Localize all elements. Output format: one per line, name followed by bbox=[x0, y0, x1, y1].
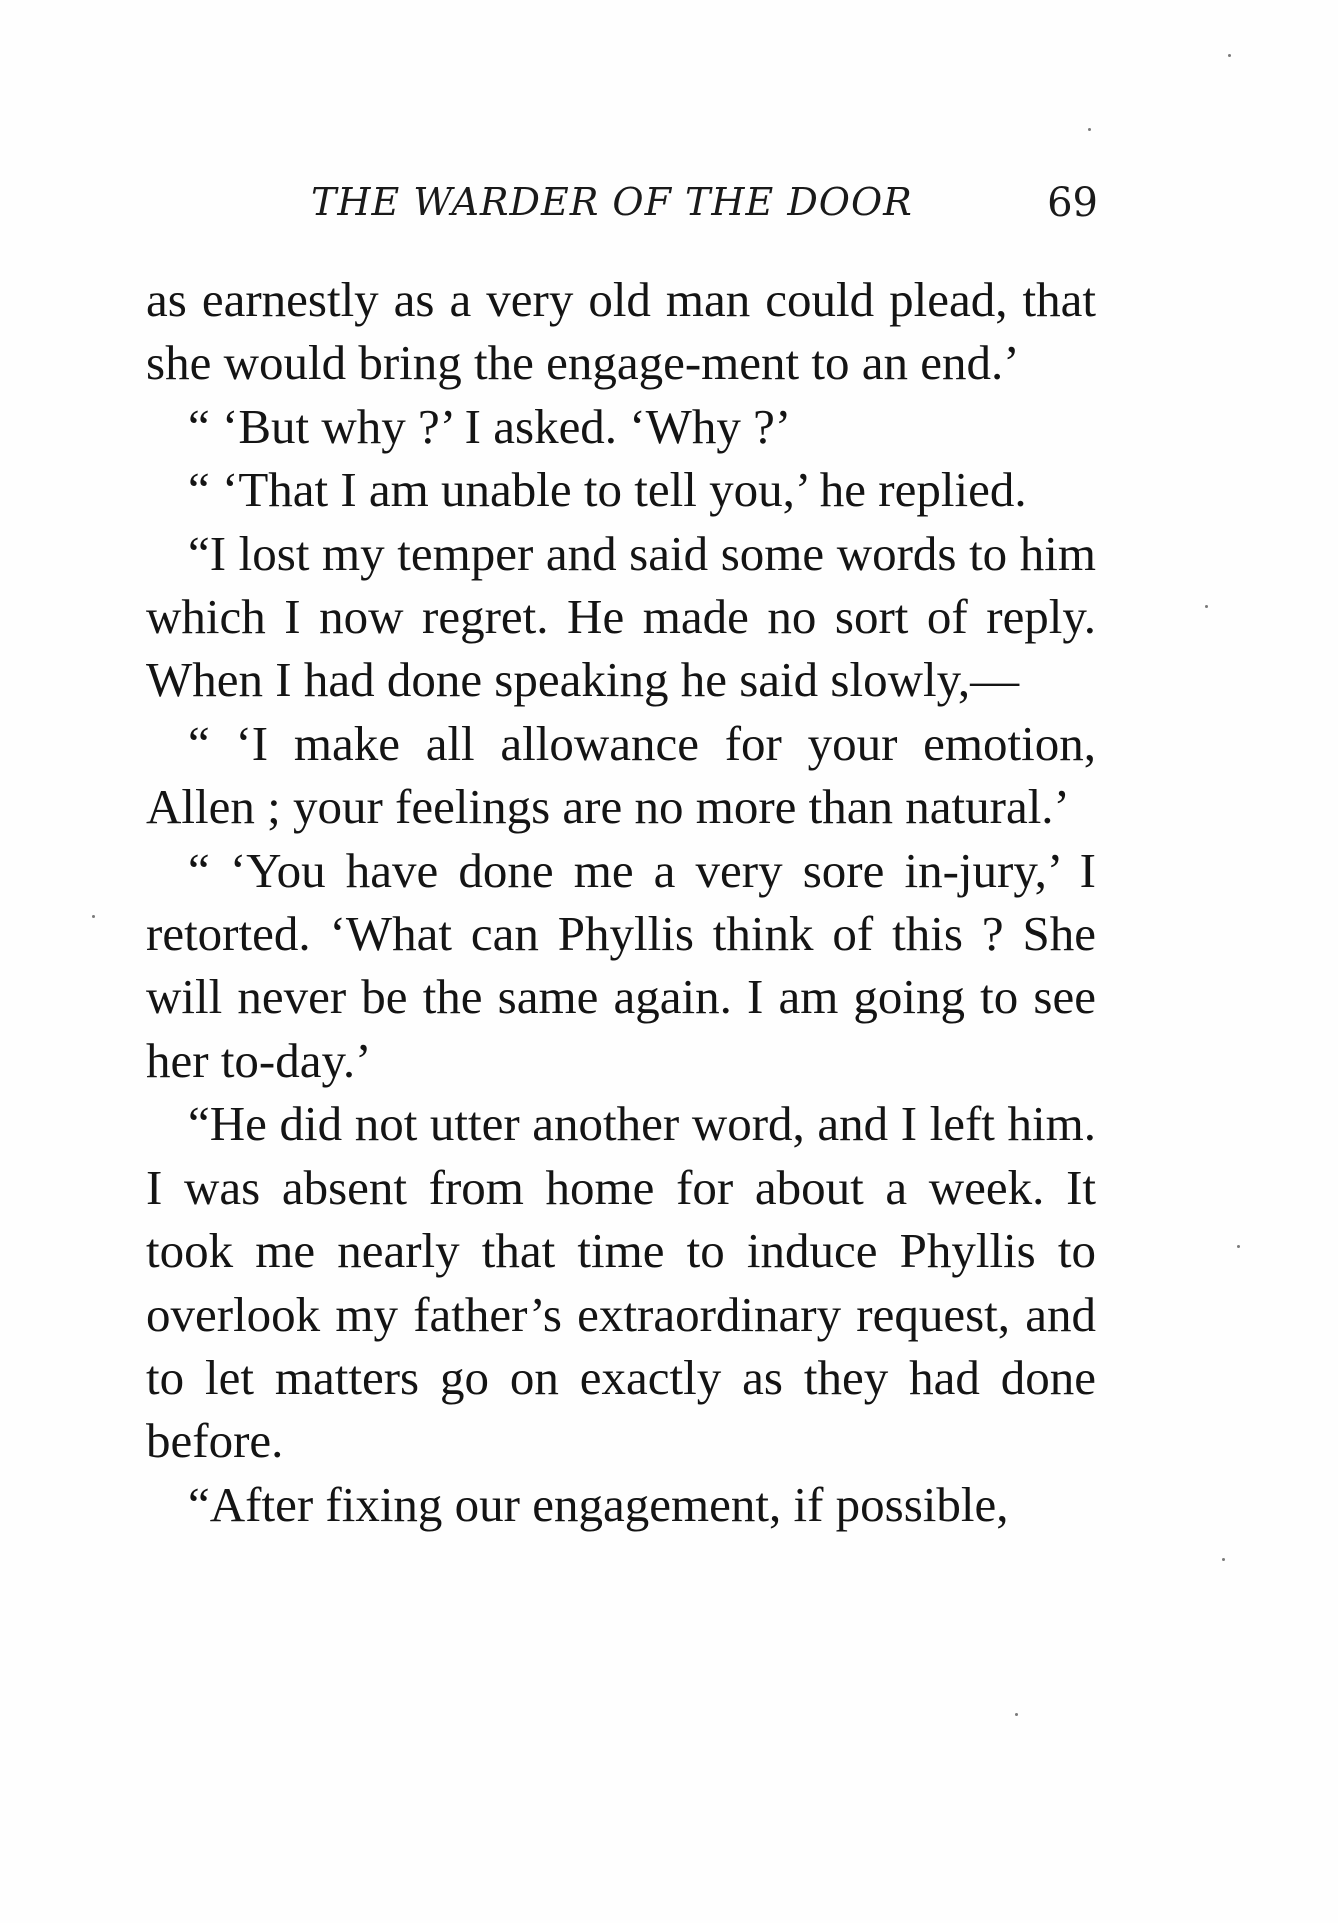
body-text bbox=[146, 268, 1096, 1536]
paper-speck bbox=[1015, 1713, 1018, 1716]
paper-speck bbox=[1222, 1558, 1225, 1561]
paper-speck bbox=[92, 915, 95, 918]
running-header bbox=[148, 180, 1098, 236]
paragraph: as earnestly as a very old man could plead, that she would bring the engage-ment to an end.’ bbox=[146, 272, 1096, 391]
paragraph: “ ‘You have done me a very sore in-jury,’ I retorted. ‘What can Phyllis think of this ? She will never be the same again. I am going to see her to-day.’ bbox=[146, 842, 1096, 1088]
paragraph: “I lost my temper and said some words to him which I now regret. He made no sort of reply. When I had done speaking he said slowly,— bbox=[146, 525, 1096, 708]
paper-speck bbox=[1237, 1245, 1240, 1248]
paragraph: “ ‘But why ?’ I asked. ‘Why ?’ bbox=[188, 398, 792, 454]
paragraph: “ ‘That I am unable to tell you,’ he replied. bbox=[188, 462, 1027, 518]
paragraph: “He did not utter another word, and I left him. I was absent from home for about a week. It took me nearly that time to induce Phyllis to overlook my father’s extraordinary request, and to let matters go on exactly as they had done before. bbox=[146, 1096, 1096, 1469]
paragraph: “After fixing our engagement, if possible, bbox=[188, 1476, 1009, 1532]
paragraph: “ ‘I make all allowance for your emotion, Allen ; your feelings are no more than natural.’ bbox=[146, 715, 1096, 835]
paper-speck bbox=[1088, 128, 1091, 131]
paper-speck bbox=[1228, 54, 1231, 57]
page-number: 69 bbox=[1047, 180, 1098, 226]
running-title: THE WARDER OF THE DOOR bbox=[311, 180, 913, 224]
paper-speck bbox=[1205, 605, 1208, 608]
